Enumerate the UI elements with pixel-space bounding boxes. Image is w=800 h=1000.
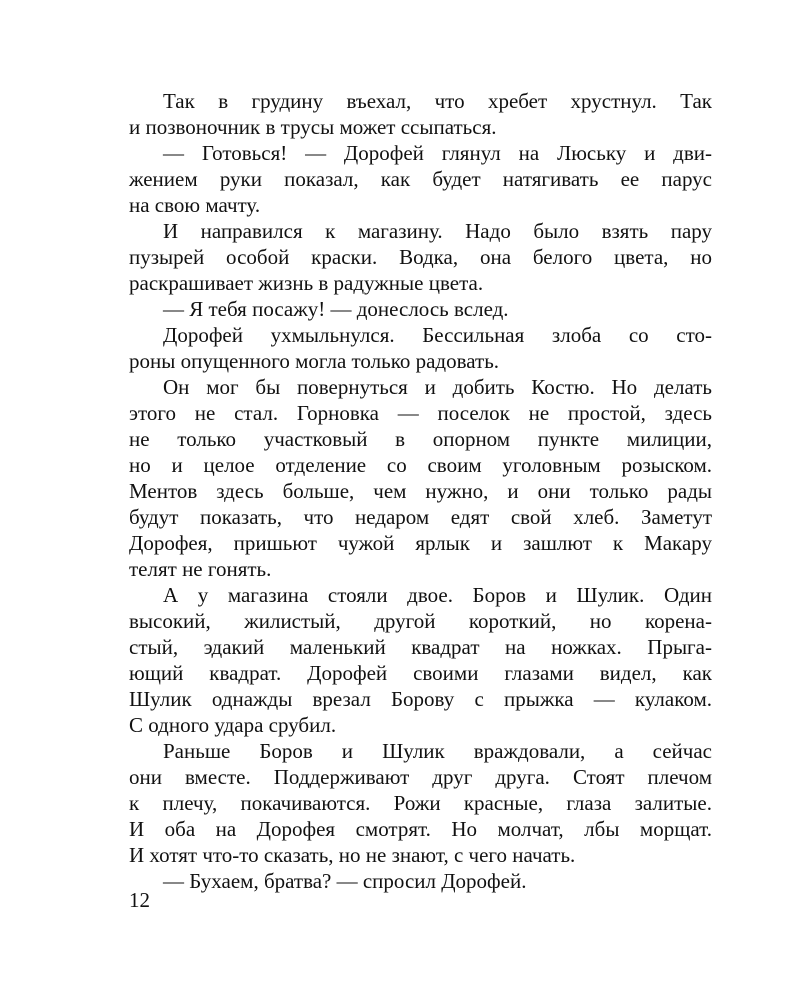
text-line: но и целое отделение со своим уголовным розыском. (129, 453, 712, 477)
page-number: 12 (129, 888, 150, 912)
text-line: С одного удара срубил. (129, 713, 337, 737)
text-line: Раньше Боров и Шулик враждовали, а сейчас (163, 739, 712, 763)
text-line: Ментов здесь больше, чем нужно, и они только рады (129, 479, 712, 503)
text-line: — Я тебя посажу! — донеслось вслед. (163, 297, 509, 321)
text-line: не только участковый в опорном пункте милиции, (129, 427, 712, 451)
text-line: — Бухаем, братва? — спросил Дорофей. (163, 869, 527, 893)
text-line: И хотят что-то сказать, но не знают, с чего начать. (129, 843, 576, 867)
text-line: и позвоночник в трусы может ссыпаться. (129, 115, 497, 139)
text-line: они вместе. Поддерживают друг друга. Стоят плечом (129, 765, 712, 789)
text-line: к плечу, покачиваются. Рожи красные, глаза залитые. (129, 791, 712, 815)
text-line: — Готовься! — Дорофей глянул на Люську и дви- (163, 141, 712, 165)
text-line: жением руки показал, как будет натягивать ее парус (129, 167, 712, 191)
text-line: высокий, жилистый, другой короткий, но корена- (129, 609, 712, 633)
text-line: ющий квадрат. Дорофей своими глазами видел, как (129, 661, 712, 685)
text-line: Дорофея, пришьют чужой ярлык и зашлют к Макару (129, 531, 712, 555)
text-line: стый, эдакий маленький квадрат на ножках. Прыга- (129, 635, 712, 659)
text-line: Он мог бы повернуться и добить Костю. Но делать (163, 375, 712, 399)
text-line: Так в грудину въехал, что хребет хрустнул. Так (163, 89, 712, 113)
text-line: раскрашивает жизнь в радужные цвета. (129, 271, 484, 295)
text-line: телят не гонять. (129, 557, 272, 581)
text-line: Дорофей ухмыльнулся. Бессильная злоба со сто- (163, 323, 712, 347)
text-line: на свою мачту. (129, 193, 261, 217)
text-line: А у магазина стояли двое. Боров и Шулик. Один (163, 583, 712, 607)
text-line: этого не стал. Горновка — поселок не простой, здесь (129, 401, 712, 425)
text-line: роны опущенного могла только радовать. (129, 349, 500, 373)
text-line: Шулик однажды врезал Борову с прыжка — кулаком. (129, 687, 712, 711)
text-line: будут показать, что недаром едят свой хлеб. Заметут (129, 505, 712, 529)
text-line: И оба на Дорофея смотрят. Но молчат, лбы морщат. (129, 817, 712, 841)
text-line: пузырей особой краски. Водка, она белого цвета, но (129, 245, 712, 269)
text-line: И направился к магазину. Надо было взять пару (163, 219, 712, 243)
